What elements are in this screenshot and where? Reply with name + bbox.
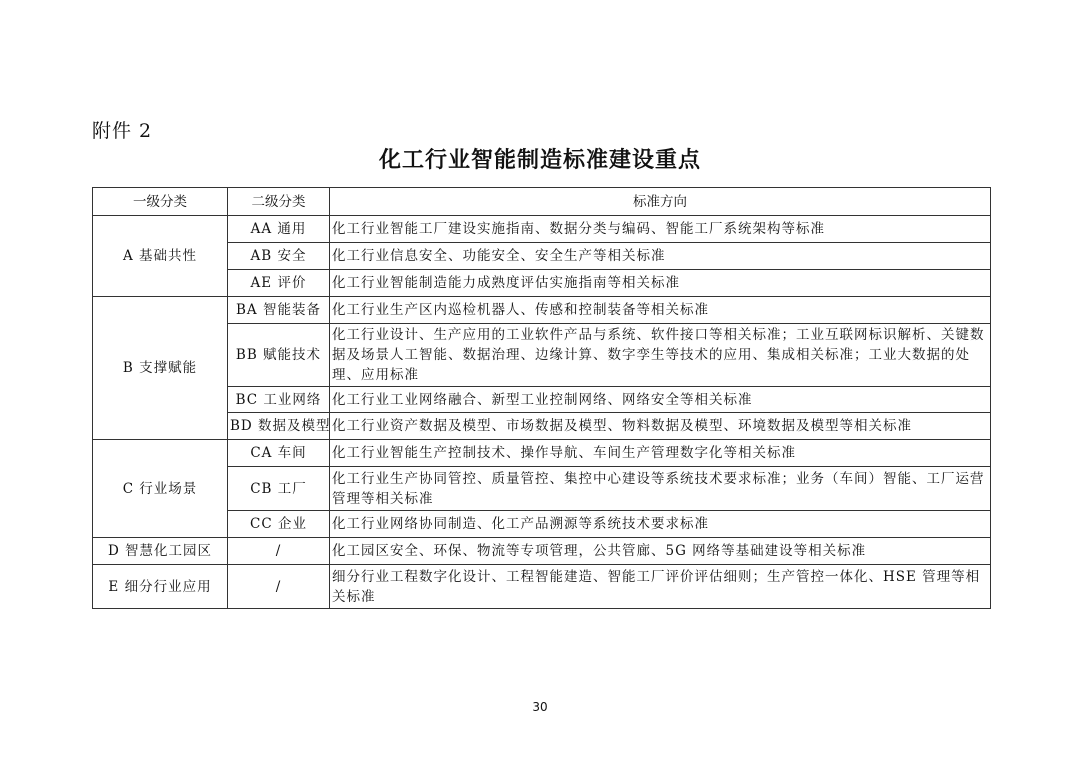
direction-cell: 化工行业设计、生产应用的工业软件产品与系统、软件接口等相关标准；工业互联网标识解析、关键数据及场景人工智能、数据治理、边缘计算、数字孪生等技术的应用、集成相关标准；工业大数据的处理、应用标准 <box>330 324 991 387</box>
table-row <box>93 440 991 467</box>
subcategory-cell: / <box>228 538 330 565</box>
table-row <box>93 538 991 565</box>
subcategory-cell: BC 工业网络 <box>228 387 330 413</box>
direction-cell: 细分行业工程数字化设计、工程智能建造、智能工厂评价评估细则；生产管控一体化、HSE 管理等相关标准 <box>330 565 991 609</box>
category-cell: E 细分行业应用 <box>93 565 228 609</box>
direction-cell: 化工行业资产数据及模型、市场数据及模型、物料数据及模型、环境数据及模型等相关标准 <box>330 413 991 440</box>
header-level1: 一级分类 <box>93 188 228 216</box>
table-row <box>93 511 991 538</box>
direction-cell: 化工行业生产协同管控、质量管控、集控中心建设等系统技术要求标准；业务（车间）智能、工厂运营管理等相关标准 <box>330 467 991 511</box>
attachment-label: 附件 2 <box>92 120 153 142</box>
direction-cell: 化工行业智能制造能力成熟度评估实施指南等相关标准 <box>330 270 991 297</box>
subcategory-cell: CA 车间 <box>228 440 330 467</box>
category-cell: D 智慧化工园区 <box>93 538 228 565</box>
standards-table <box>92 187 991 609</box>
direction-cell: 化工行业生产区内巡检机器人、传感和控制装备等相关标准 <box>330 297 991 324</box>
direction-cell: 化工行业工业网络融合、新型工业控制网络、网络安全等相关标准 <box>330 387 991 413</box>
header-direction: 标准方向 <box>330 188 991 216</box>
subcategory-cell: BB 赋能技术 <box>228 324 330 387</box>
header-level2: 二级分类 <box>228 188 330 216</box>
document-title: 化工行业智能制造标准建设重点 <box>378 148 701 173</box>
subcategory-cell: CC 企业 <box>228 511 330 538</box>
direction-cell: 化工行业网络协同制造、化工产品溯源等系统技术要求标准 <box>330 511 991 538</box>
direction-cell: 化工行业信息安全、功能安全、安全生产等相关标准 <box>330 243 991 270</box>
table-row <box>93 216 991 243</box>
direction-cell: 化工行业智能生产控制技术、操作导航、车间生产管理数字化等相关标准 <box>330 440 991 467</box>
table-row <box>93 243 991 270</box>
page-number: 30 <box>532 700 548 714</box>
subcategory-cell: / <box>228 565 330 609</box>
table-header-row <box>93 188 991 216</box>
category-cell: A 基础共性 <box>93 216 228 297</box>
table-row <box>93 565 991 609</box>
direction-cell: 化工园区安全、环保、物流等专项管理，公共管廊、5G 网络等基础建设等相关标准 <box>330 538 991 565</box>
subcategory-cell: AA 通用 <box>228 216 330 243</box>
table-row <box>93 413 991 440</box>
table-row <box>93 270 991 297</box>
category-cell: C 行业场景 <box>93 440 228 538</box>
subcategory-cell: AB 安全 <box>228 243 330 270</box>
table-row <box>93 297 991 324</box>
subcategory-cell: BA 智能装备 <box>228 297 330 324</box>
category-cell: B 支撑赋能 <box>93 297 228 440</box>
table-row <box>93 387 991 413</box>
table-row <box>93 467 991 511</box>
subcategory-cell: BD 数据及模型 <box>228 413 330 440</box>
subcategory-cell: AE 评价 <box>228 270 330 297</box>
table-row <box>93 324 991 387</box>
subcategory-cell: CB 工厂 <box>228 467 330 511</box>
direction-cell: 化工行业智能工厂建设实施指南、数据分类与编码、智能工厂系统架构等标准 <box>330 216 991 243</box>
